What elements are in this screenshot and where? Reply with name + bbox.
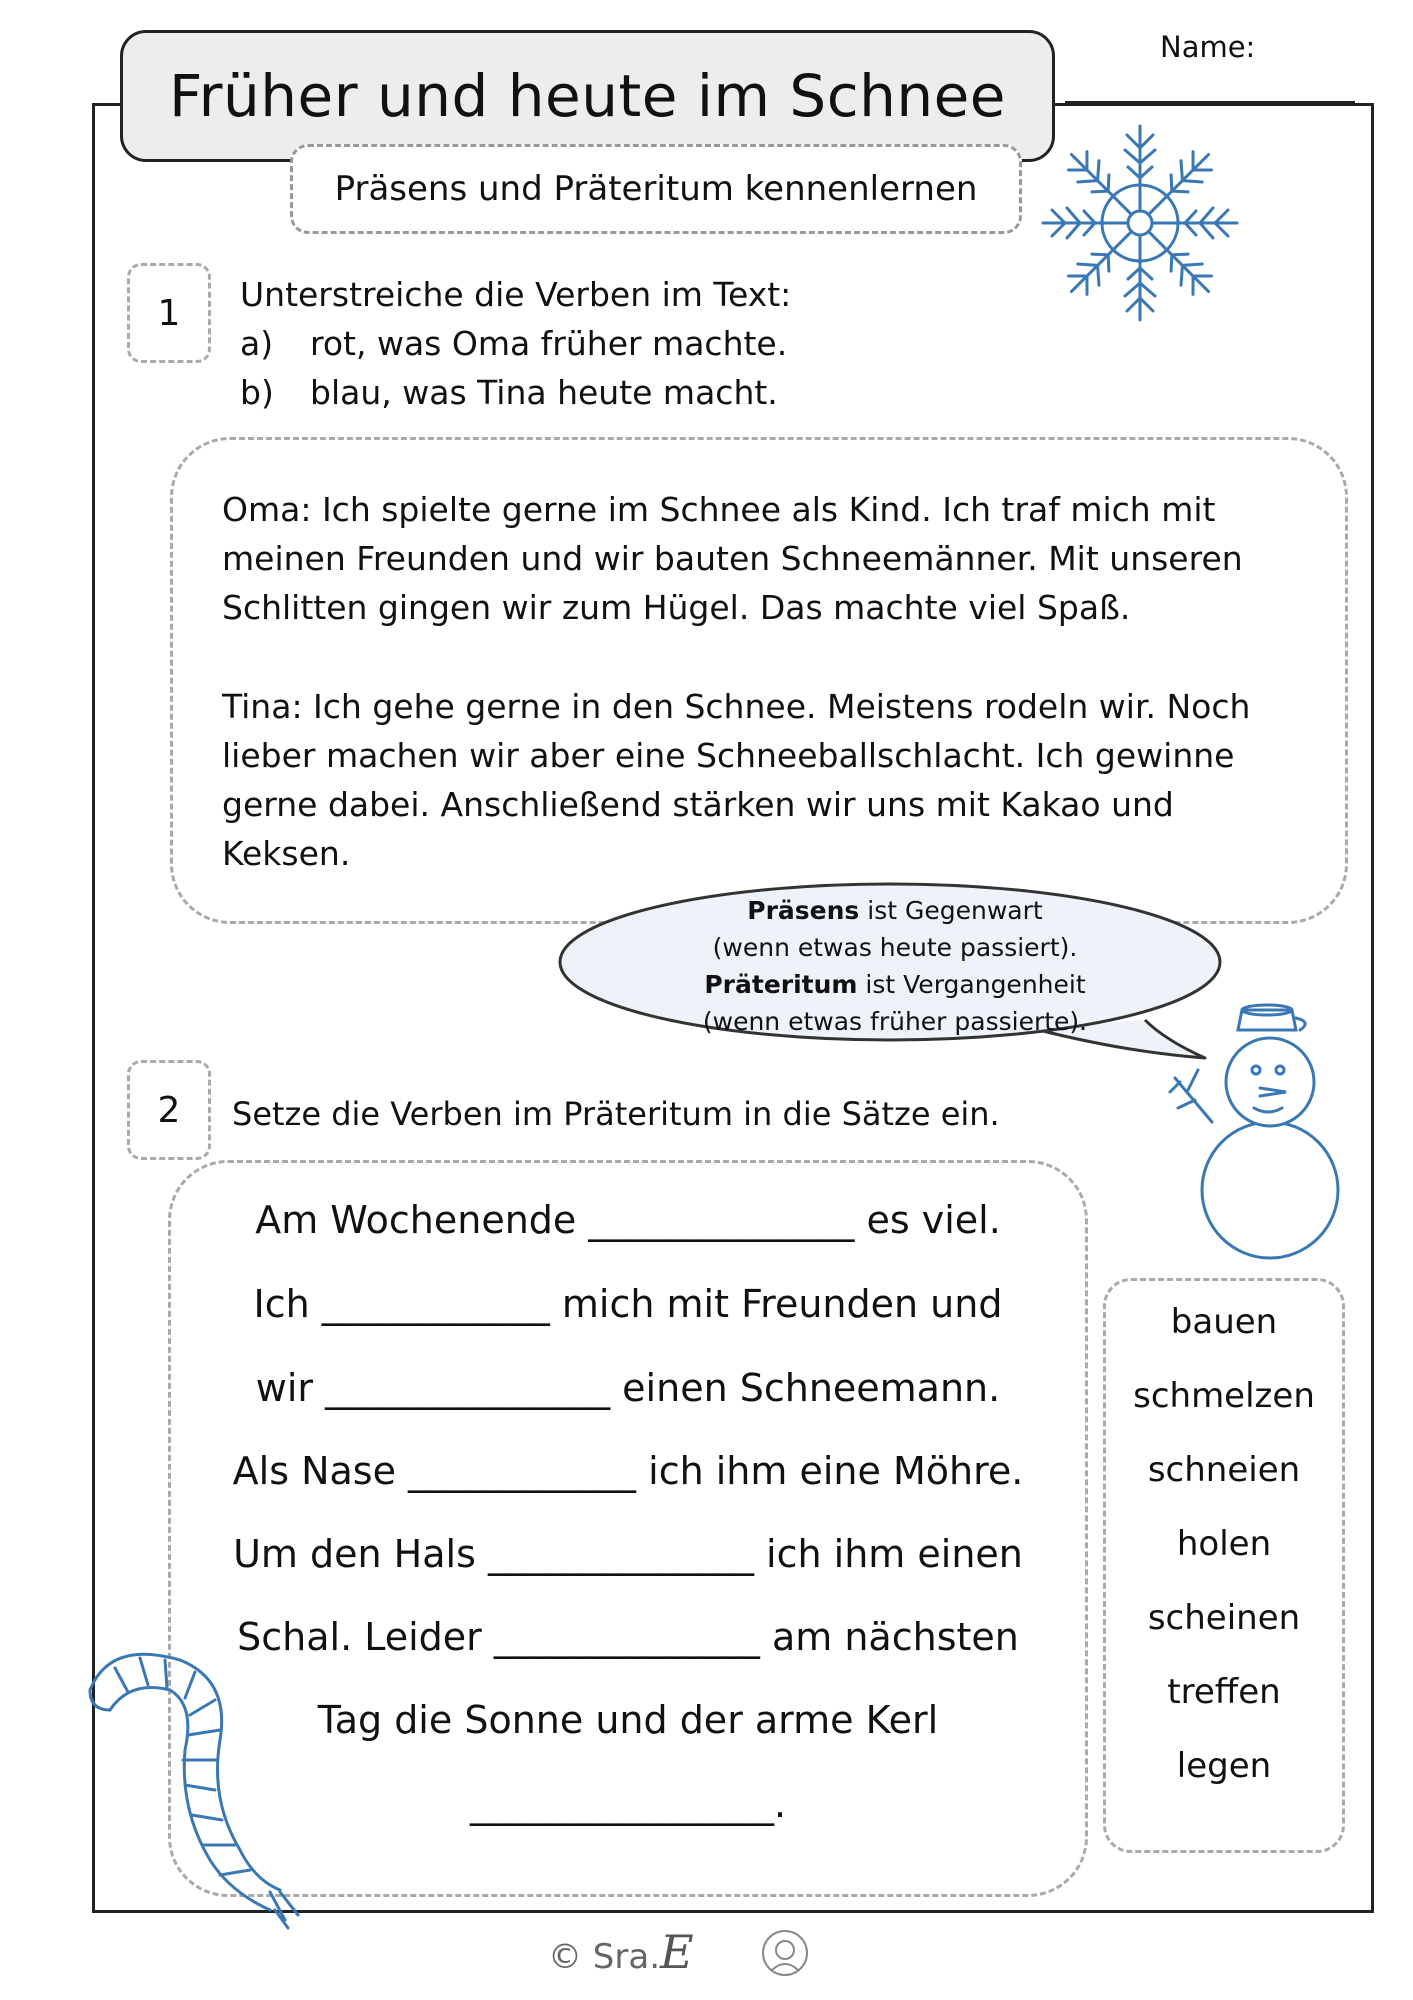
page-title: Früher und heute im Schnee bbox=[169, 62, 1006, 130]
task-number-box bbox=[127, 263, 211, 363]
text-line: gerne dabei. Anschließend stärken wir uns mit Kakao und bbox=[222, 785, 1174, 824]
text-line: meinen Freunden und wir bauten Schneemänner. Mit unseren bbox=[222, 539, 1243, 578]
word-bank-item: schneien bbox=[1147, 1450, 1301, 1490]
term-praesens: Präsens bbox=[747, 896, 860, 925]
info-line bbox=[620, 966, 1170, 1003]
cloze-sentence: Um den Hals ______________ ich ihm einen bbox=[233, 1532, 1023, 1576]
snowflake-icon bbox=[1035, 118, 1245, 328]
item-marker: b) bbox=[240, 373, 274, 412]
name-label: Name: bbox=[1160, 30, 1256, 64]
word-bank-item: schmelzen bbox=[1133, 1376, 1315, 1416]
item-text: rot, was Oma früher machte. bbox=[310, 324, 788, 363]
info-line bbox=[620, 892, 1170, 929]
list-item bbox=[240, 368, 791, 417]
cloze-sentence: Als Nase ____________ ich ihm eine Möhre. bbox=[232, 1449, 1024, 1493]
snowman-icon bbox=[1150, 1000, 1350, 1260]
cloze-sentence: Schal. Leider ______________ am nächsten bbox=[237, 1615, 1019, 1659]
definition-text: ist Vergangenheit bbox=[857, 970, 1086, 999]
page-subtitle: Präsens und Präteritum kennenlernen bbox=[334, 169, 978, 209]
list-item bbox=[240, 319, 791, 368]
definition-text: (wenn etwas heute passiert). bbox=[712, 933, 1078, 962]
cloze-sentence: wir _______________ einen Schneemann. bbox=[255, 1366, 1001, 1410]
logo-letter: E bbox=[660, 1925, 694, 1979]
task-number: 1 bbox=[157, 292, 181, 334]
item-text: blau, was Tina heute macht. bbox=[310, 373, 778, 412]
author-logo-icon bbox=[760, 1926, 810, 1980]
scarf-icon bbox=[70, 1630, 320, 1930]
text-line: Tina: Ich gehe gerne in den Schnee. Meistens rodeln wir. Noch bbox=[222, 687, 1251, 726]
cloze-sentence: Ich ____________ mich mit Freunden und bbox=[253, 1282, 1003, 1326]
term-praeteritum: Präteritum bbox=[704, 970, 858, 999]
task-number-box bbox=[127, 1060, 211, 1160]
tina-paragraph bbox=[222, 682, 1312, 878]
grammar-info bbox=[620, 892, 1170, 1040]
word-bank-item: holen bbox=[1176, 1524, 1272, 1564]
text-line: Schlitten gingen wir zum Hügel. Das machte viel Spaß. bbox=[222, 588, 1131, 627]
task1-instruction bbox=[240, 270, 791, 417]
name-line bbox=[1065, 101, 1355, 104]
instruction-text: Unterstreiche die Verben im Text: bbox=[240, 275, 792, 314]
copyright-text: © Sra. bbox=[548, 1937, 661, 1977]
cloze-sentence: ________________. bbox=[469, 1782, 787, 1826]
word-bank-item: legen bbox=[1176, 1746, 1272, 1786]
item-marker: a) bbox=[240, 324, 274, 363]
title-banner bbox=[120, 30, 1055, 162]
definition-text: (wenn etwas früher passierte). bbox=[702, 1007, 1088, 1036]
task-number: 2 bbox=[157, 1089, 181, 1131]
copyright bbox=[548, 1925, 694, 1979]
oma-paragraph bbox=[222, 485, 1312, 632]
subtitle-banner bbox=[290, 144, 1022, 234]
text-line: Oma: Ich spielte gerne im Schnee als Kind. Ich traf mich mit bbox=[222, 490, 1216, 529]
cloze-sentence: Tag die Sonne und der arme Kerl bbox=[317, 1698, 939, 1742]
text-line: Keksen. bbox=[222, 834, 351, 873]
definition-text: ist Gegenwart bbox=[859, 896, 1043, 925]
word-bank-item: scheinen bbox=[1147, 1598, 1301, 1638]
text-line: lieber machen wir aber eine Schneeballschlacht. Ich gewinne bbox=[222, 736, 1235, 775]
word-bank-item: bauen bbox=[1170, 1302, 1278, 1342]
cloze-sentence: Am Wochenende ______________ es viel. bbox=[255, 1198, 1001, 1242]
word-bank-item: treffen bbox=[1167, 1672, 1281, 1712]
task2-instruction: Setze die Verben im Präteritum in die Sätze ein. bbox=[232, 1095, 1000, 1133]
